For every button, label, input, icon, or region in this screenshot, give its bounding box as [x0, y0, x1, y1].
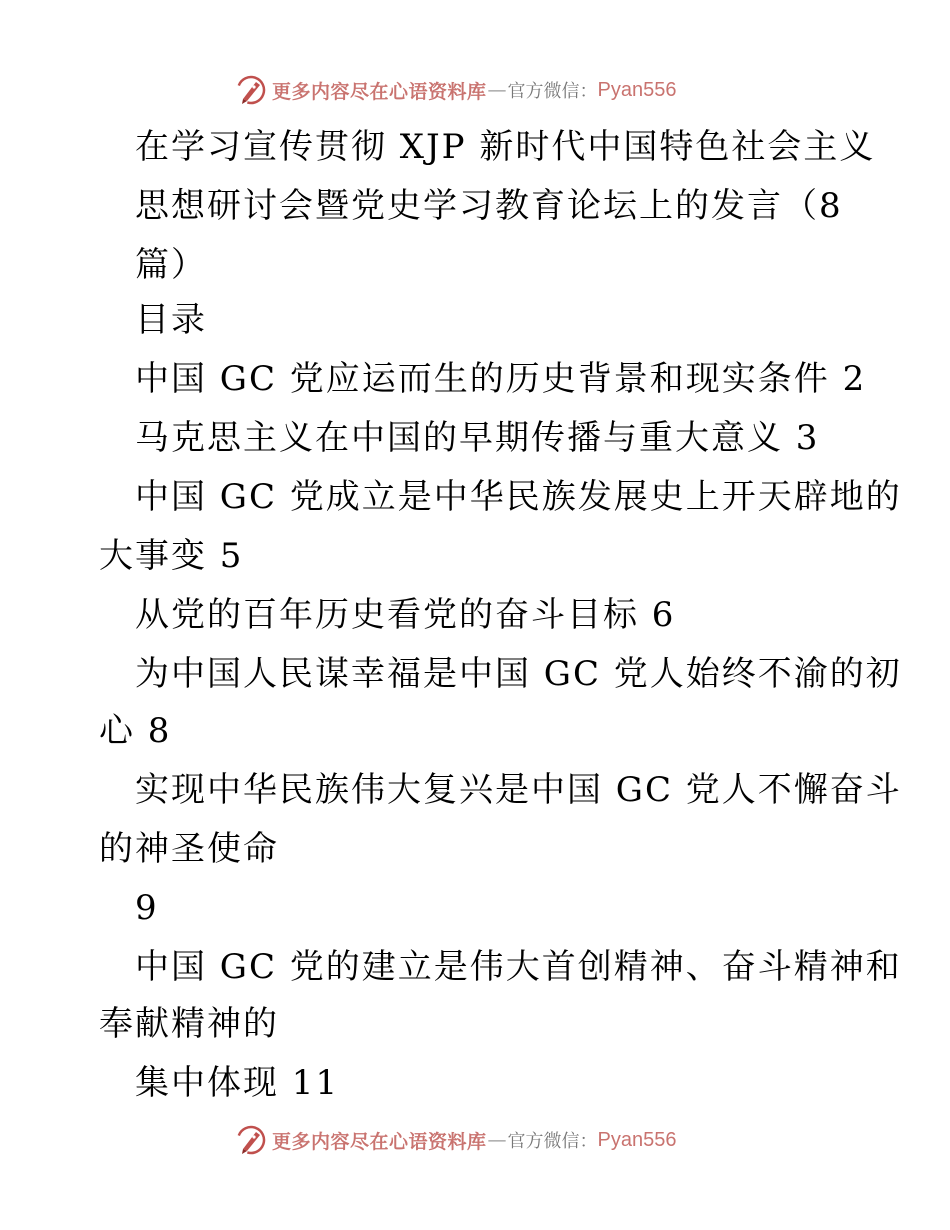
- toc-heading: 目录: [135, 300, 207, 340]
- toc-entry-3-line-2: 大事变 5: [99, 536, 244, 576]
- header-watermark: [234, 72, 676, 108]
- title-line-3: 篇）: [135, 245, 207, 285]
- watermark-wechat-id: Pyan556: [597, 1128, 677, 1151]
- toc-entry-4: 从党的百年历史看党的奋斗目标 6: [135, 595, 676, 635]
- toc-entry-6-line-2: 的神圣使命: [99, 829, 279, 869]
- toc-entry-6-page: 9: [135, 888, 159, 928]
- pen-logo-icon: [234, 73, 268, 107]
- toc-entry-7-line-1: 中国 GC 党的建立是伟大首创精神、奋斗精神和: [135, 947, 902, 987]
- toc-entry-6-line-1: 实现中华民族伟大复兴是中国 GC 党人不懈奋斗: [135, 770, 902, 810]
- pen-logo-icon: [234, 1123, 268, 1157]
- toc-entry-1: 中国 GC 党应运而生的历史背景和现实条件 2: [135, 359, 867, 399]
- title-line-1: 在学习宣传贯彻 XJP 新时代中国特色社会主义: [135, 127, 876, 167]
- footer-watermark: [234, 1122, 676, 1158]
- watermark-dash: —: [487, 79, 507, 101]
- toc-entry-7-line-3: 集中体现 11: [135, 1063, 340, 1103]
- toc-entry-7-line-2: 奉献精神的: [99, 1004, 279, 1044]
- watermark-text: 更多内容尽在心语资料库: [272, 1130, 487, 1153]
- toc-entry-5-line-2: 心 8: [99, 711, 172, 751]
- toc-entry-5-line-1: 为中国人民谋幸福是中国 GC 党人始终不渝的初: [135, 654, 902, 694]
- toc-entry-3-line-1: 中国 GC 党成立是中华民族发展史上开天辟地的: [135, 477, 902, 517]
- watermark-official-label: 官方微信：: [507, 81, 598, 102]
- watermark-official-label: 官方微信：: [507, 1131, 598, 1152]
- toc-entry-2: 马克思主义在中国的早期传播与重大意义 3: [135, 418, 820, 458]
- watermark-dash: —: [487, 1129, 507, 1151]
- watermark-text: 更多内容尽在心语资料库: [272, 80, 487, 103]
- title-line-2: 思想研讨会暨党史学习教育论坛上的发言（8: [135, 186, 843, 226]
- watermark-wechat-id: Pyan556: [597, 78, 677, 101]
